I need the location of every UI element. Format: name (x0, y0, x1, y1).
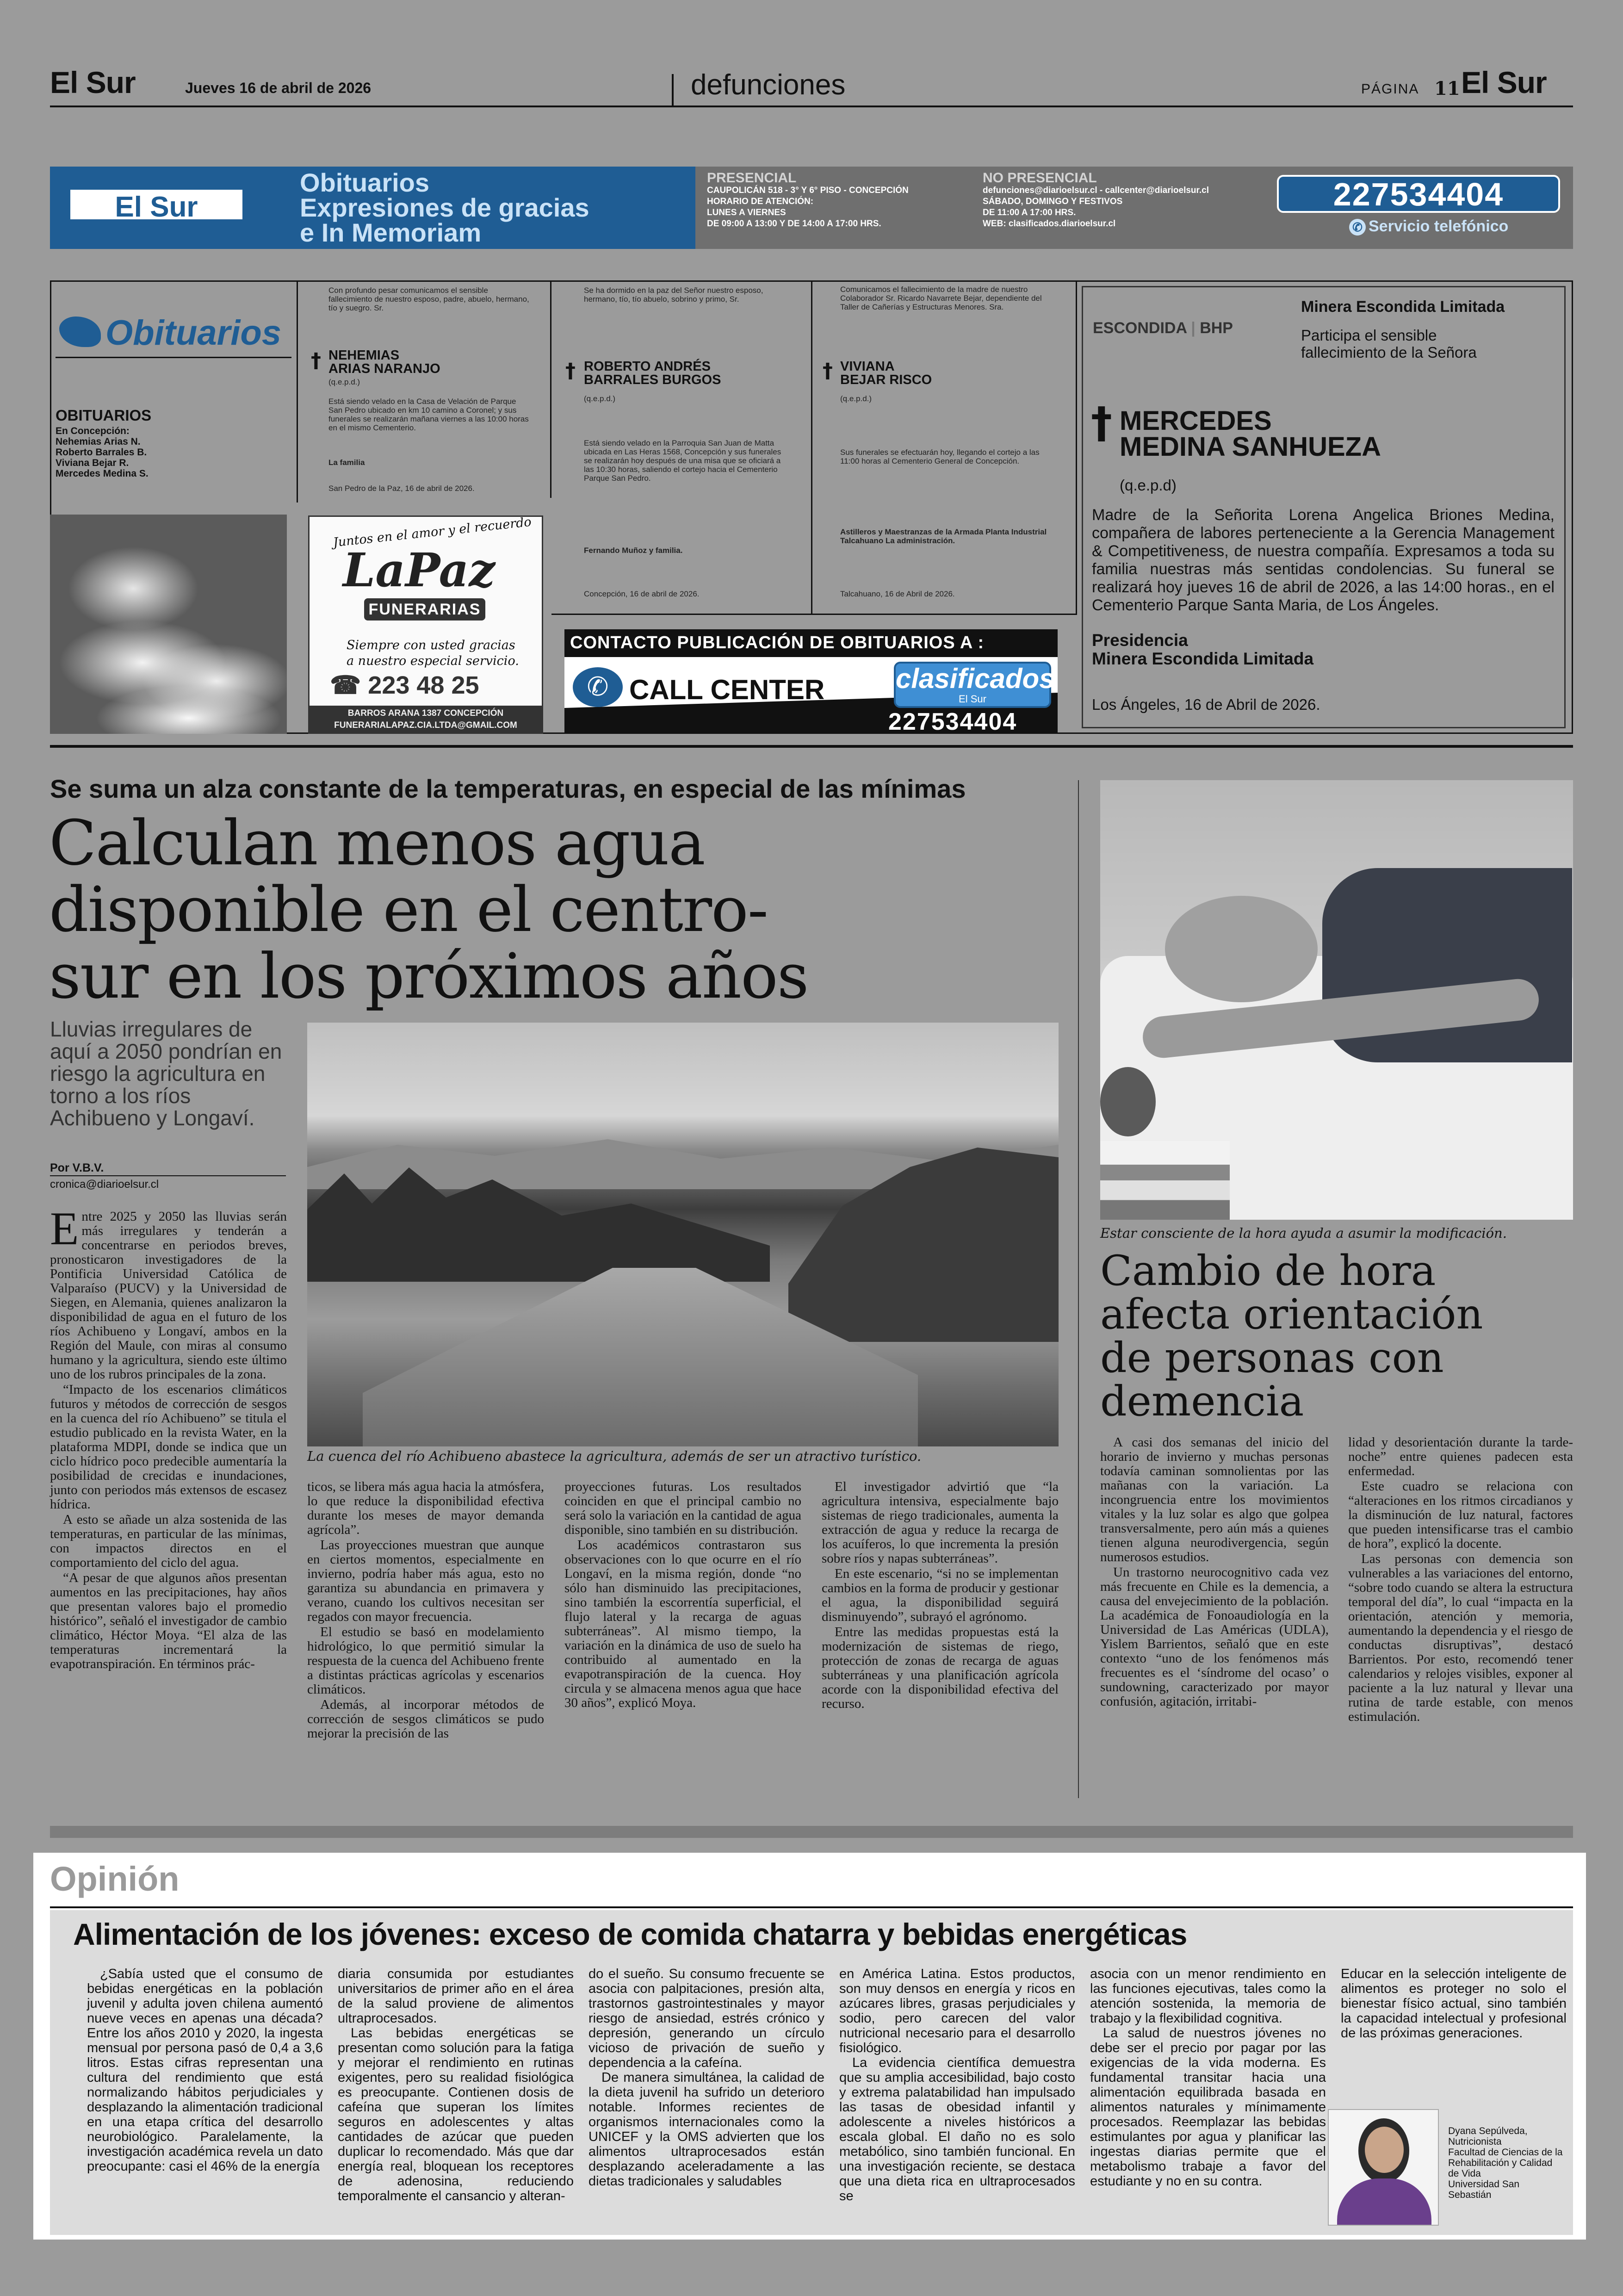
side-col-2 (1348, 1435, 1573, 1725)
banner-title (300, 170, 589, 245)
author-role-3: Universidad San Sebastián (1448, 2179, 1520, 2200)
obit-3-name-line2: BEJAR RISCO (840, 372, 932, 387)
side-headline-line3: de personas con (1100, 1334, 1444, 1382)
author-name: Dyana Sepúlveda, (1448, 2126, 1528, 2136)
minera-qepd: (q.e.p.d) (1120, 477, 1177, 494)
obit-1-intro: Con profundo pesar comunicamos el sensible fallecimiento de nuestro esposo, padre, abuelo, hermano, tío y suegro. Sr. (328, 286, 529, 312)
col4-p1: El investigador advirtió que “la agricultura intensiva, especialmente bajo sistemas de riego tradicionales, aumenta la extracción de agua y reduce la recarga de los acuíferos, lo que incrementa la presión sobre ríos y napas subterráneas”. (822, 1479, 1059, 1566)
no-presencial-block (983, 171, 1209, 230)
obituary-3 (812, 280, 1077, 614)
obit-2-intro: Se ha dormido en la paz del Señor nuestro esposo, hermano, tío, tío abuelo, sobrino y primo, Sr. (584, 286, 763, 304)
minera-sign-2: Minera Escondida Limitada (1092, 649, 1314, 668)
obituary-logo-box (56, 309, 291, 358)
cross-icon: † (823, 359, 833, 383)
dove-icon (59, 316, 101, 347)
callcenter-ad[interactable] (564, 629, 1058, 733)
gray-divider-band (50, 1826, 1573, 1838)
article-col-4 (822, 1480, 1059, 1712)
obit-1-name-line2: ARIAS NARANJO (328, 361, 440, 376)
byline-rule (50, 1175, 286, 1176)
author-role-2: Facultad de Ciencias de la Rehabilitación y Calidad de Vida (1448, 2147, 1563, 2179)
article-col-3 (564, 1480, 801, 1711)
op-col6-p1: Educar en la selección inteligente de alimentos es proteger no solo el bienestar físico actual, sino también la capacidad intelectual y profesional de las próximas generaciones. (1341, 1967, 1567, 2041)
side-col2-p3: Las personas con demencia son vulnerables a las variaciones del entorno, “sobre todo cuando se altera la estructura temporal del día”, lo cual “impacta en la orientación, atención y memoria, aumentando la dependencia y el riesgo de conductas disruptivas”, destacó Barrientos. Por esto, recomendó tener calendarios y relojes visibles, exponer al paciente a la luz natural y llevar una rutina de tarde estable, con menos estimulación. (1348, 1551, 1573, 1724)
headline-line3: sur en los próximos años (49, 940, 808, 1012)
col2-p2: Las proyecciones muestran que aunque en ciertos momentos, especialmente en invierno, podría haber más agua, esto no garantiza su abundancia en primavera y verano, cuando los cultivos necesitan ser regados con mayor frecuencia. (307, 1538, 544, 1624)
minera-signature (1092, 631, 1313, 668)
header-date: Jueves 16 de abril de 2026 (185, 80, 372, 96)
article-col-1 (50, 1203, 287, 1672)
minera-name-line2: MEDINA SANHUEZA (1120, 432, 1381, 462)
obit-3-qepd: (q.e.p.d.) (840, 394, 872, 403)
col1-p3: A esto se añade un alza sostenida de las temperaturas, en particular de las mínimas, con impactos directos en el comportamiento del ciclo del agua. (50, 1512, 287, 1570)
op-col2-p1: diaria consumida por estudiantes universitarios de primer año en el área de la salud proviene de alimentos ultraprocesados. (338, 1967, 574, 2026)
presencial-block (707, 171, 909, 230)
books-shape (1100, 1141, 1230, 1220)
man-head-shape (1165, 896, 1318, 1002)
cross-icon: † (565, 359, 576, 383)
obit-2-qepd: (q.e.p.d.) (584, 394, 616, 403)
minera-logo-bhp: BHP (1200, 319, 1233, 337)
funeraria-email[interactable]: FUNERARIALAPAZ.CIA.LTDA@GMAIL.COM (334, 720, 517, 730)
side-caption: Estar consciente de la hora ayuda a asumir la modificación. (1100, 1225, 1507, 1241)
river-photo (307, 1023, 1059, 1446)
obit-1-body: Está siendo velado en la Casa de Velación de Parque San Pedro ubicado en km 10 camino a Coronel; y sus funerales se realizarán mañana viernes a las 10:00 horas en el mismo Cementerio. (328, 397, 529, 432)
obit-3-signature: Astilleros y Maestranzas de la Armada Planta Industrial Talcahuano La administración. (840, 527, 1047, 545)
minera-name (1120, 408, 1381, 460)
side-headline-line2: afecta orientación (1100, 1290, 1483, 1339)
minera-notice (1077, 280, 1573, 734)
minera-logo-escondida: ESCONDIDA (1093, 319, 1187, 337)
minera-body: Madre de la Señorita Lorena Angelica Briones Medina, compañera de labores perteneciente a la Gerencia Management & Competitiveness, de nuestra compañía. Expresamos a toda su familia nuestras más sentidas condolencias. Su funeral se realizará hoy jueves 16 de abril de 2026, a las 14:00 horas., en el Cementerio Parque Santa Maria, de Los Ángeles. (1092, 506, 1555, 614)
opinion-col-5 (1090, 1967, 1326, 2189)
article-byline: Por V.B.V. (50, 1161, 104, 1174)
side-col1-p2: Un trastorno neurocognitivo cada vez más frecuente en Chile es la demencia, a causa del envejecimiento de la población. La académica de Fonoaudiología en la Universidad de Las Américas (UDLA), Yislem Barrientos, señaló que en este contexto “uno de los fenómenos más frecuentes es el ‘síndrome del ocaso’ o sundowning, caracterizado por mayor confusión, agitación, irritabi- (1100, 1565, 1329, 1709)
banner-logo[interactable]: El Sur (68, 187, 245, 222)
author-face-shape (1365, 2127, 1404, 2173)
minera-date: Los Ángeles, 16 de Abril de 2026. (1092, 696, 1320, 713)
cross-icon: † (311, 349, 321, 372)
minera-sign-1: Presidencia (1092, 631, 1188, 650)
opinion-col-2 (338, 1967, 574, 2203)
funeraria-ad[interactable] (308, 515, 543, 734)
side-headline-line1: Cambio de hora (1100, 1247, 1436, 1295)
obit-2-signature: Fernando Muñoz y familia. (584, 546, 683, 555)
index-name-1[interactable]: Nehemias Arias N. (56, 436, 141, 447)
brand-right[interactable]: El Sur (1461, 65, 1547, 99)
banner-phone[interactable]: 227534404 (1277, 175, 1560, 213)
col2-p1: ticos, se libera más agua hacia la atmósfera, lo que reduce la disponibilidad efectiva durante los meses de mayor demanda agrícola”. (307, 1479, 544, 1537)
phone-service (1349, 217, 1508, 236)
article-lead: Lluvias irregulares de aquí a 2050 pondrían en riesgo la agricultura en torno a los ríos Achibueno y Longaví. (50, 1017, 282, 1130)
op-col5-p2: La salud de nuestros jóvenes no debe ser el precio por pagar por las exigencias de la vida moderna. Es fundamental transitar hacia una alimentación equilibrada basada en alimentos naturales y mínimamente procesados. Reemplazar las bebidas estimulantes por agua y planificar las ingestas diarias permite que el metabolismo trabaje a favor del estudiante y no en su contra. (1090, 2026, 1326, 2189)
op-col4-p2: La evidencia científica demuestra que su amplia accesibilidad, bajo costo y extrema palatabilidad han impulsado las tasas de obesidad infantil y adolescente a niveles históricos a escala global. El daño no es solo metabólico, sino también funcional. En una investigación reciente, se destaca que una dieta rica en ultraprocesados se (839, 2055, 1075, 2203)
callcenter-phone: 227534404 (888, 708, 1017, 735)
col1-p2: “Impacto de los escenarios climáticos futuros y métodos de corrección de sesgos en la cuenca del río Achibueno” se titula el estudio publicado en la revista Water, en la plataforma MDPI, donde se indica que un ciclo hídrico poco predecible aumentaría la posibilidad de crecidas e inundaciones, junto con periodos más extensos de escasez hídrica. (50, 1382, 287, 1512)
obituary-index-box (50, 280, 298, 503)
obituary-1 (298, 280, 551, 498)
phone-icon: ✆ (573, 667, 623, 707)
author-photo (1328, 2109, 1439, 2226)
minera-lead: Participa el sensible fallecimiento de la Señora (1301, 327, 1477, 361)
callcenter-title: CONTACTO PUBLICACIÓN DE OBITUARIOS A : (570, 633, 985, 652)
no-presencial-title: NO PRESENCIAL (983, 170, 1097, 186)
section-rule (50, 745, 1573, 748)
alarm-clock-shape (1100, 1067, 1156, 1136)
river-caption: La cuenca del río Achibueno abastece la agricultura, además de ser un atractivo turístico. (307, 1448, 922, 1464)
obit-1-signature: La familia (328, 458, 365, 467)
author-credit (1448, 2126, 1565, 2200)
minera-logo: ESCONDIDA | BHP (1093, 319, 1233, 337)
article-email[interactable]: cronica@diarioelsur.cl (50, 1178, 159, 1191)
col4-p3: Entre las medidas propuestas está la modernización de sistemas de riego, protección de zonas de recarga de aguas subterráneas y una planificación agrícola acorde con la disponibilidad efectiva del recurso. (822, 1625, 1059, 1711)
presencial-line-4: DE 09:00 A 13:00 Y DE 14:00 A 17:00 HRS. (707, 219, 881, 229)
op-col2-p2: Las bebidas energéticas se presentan como solución para la fatiga y mejorar el rendimiento en rutinas exigentes, pero su realidad fisiológica es preocupante. Contienen dosis de cafeína que superan los límites seguros en adolescentes y altas cantidades de azúcar que pueden duplicar lo recomendado. Más que dar energía real, bloquean los receptores de adenosina, reduciendo temporalmente el cansancio y alteran- (338, 2026, 574, 2203)
no-presencial-line-2: SÁBADO, DOMINGO Y FESTIVOS (983, 197, 1123, 206)
clasificados-badge-label: clasificados (896, 663, 1055, 694)
obit-3-name-line1: VIVIANA (840, 359, 895, 374)
index-name-2[interactable]: Roberto Barrales B. (56, 447, 147, 458)
column-divider (1078, 780, 1079, 1798)
funeraria-tagline: Juntos en el amor y el recuerdo (332, 515, 533, 550)
op-col1-p1: ¿Sabía usted que el consumo de bebidas energéticas en la población juvenil y adulta joven chilena aumentó nueve veces en apenas una década? Entre los años 2010 y 2020, la ingesta mensual por persona pasó de 0,4 a 3,6 litros. Estas cifras representan una cultura del rendimiento que está normalizando hábitos perjudiciales y desplazando la alimentación tradicional en una etapa crítica del desarrollo neurobiológico. Paralelamente, la investigación académica revela un dato preocupante: casi el 46% de la energía (87, 1967, 323, 2174)
opinion-col-6 (1341, 1967, 1567, 2041)
presencial-line-2: HORARIO DE ATENCIÓN: (707, 197, 814, 206)
obit-1-date: San Pedro de la Paz, 16 de abril de 2026. (328, 484, 475, 493)
obit-2-name (584, 360, 721, 387)
phone-service-label: Servicio telefónico (1369, 217, 1509, 235)
funeraria-phone (330, 670, 479, 700)
index-place: En Concepción: (56, 426, 130, 436)
banner-title-line1: Obituarios (300, 168, 430, 197)
funeraria-sub: FUNERARIAS (364, 598, 485, 621)
op-col4-p1: en América Latina. Estos productos, son muy densos en energía y ricos en azúcares libres, grasas perjudiciales y sodio, pero carecen del valor nutricional necesario para el desarrollo fisiológico. (839, 1967, 1075, 2055)
obit-3-body: Sus funerales se efectuarán hoy, llegando el cortejo a las 11:00 horas al Cementerio General de Concepción. (840, 448, 1040, 465)
presencial-title: PRESENCIAL (707, 170, 797, 186)
side-col-1 (1100, 1435, 1329, 1710)
index-name-4[interactable]: Mercedes Medina S. (56, 468, 149, 479)
clasificados-badge-sub: El Sur (959, 693, 986, 705)
opinion-col-4 (839, 1967, 1075, 2203)
banner-title-line2: Expresiones de gracias (300, 193, 589, 222)
presencial-line-3: LUNES A VIERNES (707, 208, 786, 217)
presencial-line-1: CAUPOLICÁN 518 - 3° Y 6° PISO - CONCEPCIÓN (707, 186, 909, 195)
phone-icon: ✆ (1349, 219, 1366, 236)
drop-cap: E (50, 1203, 79, 1255)
opinion-col-1 (87, 1967, 323, 2174)
col3-p1: proyecciones futuras. Los resultados coinciden en que el principal cambio no será solo la variación en la cantidad de agua disponible, sino también en su distribución. (564, 1479, 801, 1537)
obit-3-name (840, 360, 932, 387)
obit-2-name-line1: ROBERTO ANDRÉS (584, 359, 711, 374)
author-role-1: Nutricionista (1448, 2136, 1502, 2147)
opinion-col-3 (588, 1967, 824, 2189)
sleeping-man-photo (1100, 780, 1573, 1220)
obit-3-intro: Comunicamos el fallecimiento de la madre de nuestro Colaborador Sr. Ricardo Navarrete Bejar, dependiente del Taller de Cañerías y Estructuras Menores. Sra. (840, 285, 1042, 311)
no-presencial-line-1: defunciones@diarioelsur.cl - callcenter@diarioelsur.cl (983, 186, 1209, 195)
side-col1-p1: A casi dos semanas del inicio del horario de invierno y muchas personas todavía caminan somnolientas por las mañanas con la variación. La incongruencia entre los movimientos vitales y la luz solar es algo que golpea transversalmente, pero aún más a quienes tienen alguna neurodivergencia, según numerosos estudios. (1100, 1435, 1329, 1564)
col1-p4: “A pesar de que algunos años presentan aumentos en las precipitaciones, hay años que presentan valores bajo el promedio histórico”, señaló el investigador de cambio climático, Héctor Moya. “El alza de las temperaturas incrementará la evapotranspiración. En términos prác- (50, 1570, 287, 1671)
funeraria-slogan-1: Siempre con usted gracias (347, 638, 515, 652)
op-col5-p1: asocia con un menor rendimiento en las funciones ejecutivas, tales como la atención sostenida, la memoria de trabajo y la flexibilidad cognitiva. (1090, 1967, 1326, 2026)
headline-line1: Calculan menos agua (49, 807, 705, 879)
opinion-label: Opinión (50, 1860, 180, 1898)
author-body-shape (1337, 2178, 1431, 2226)
banner-title-line3: e In Memoriam (300, 218, 482, 247)
col4-p2: En este escenario, “si no se implementan cambios en la forma de producir y gestionar el agua, la disponibilidad seguirá disminuyendo”, subrayó el agrónomo. (822, 1566, 1059, 1624)
obit-2-date: Concepción, 16 de abril de 2026. (584, 590, 700, 598)
funeraria-phone-number: 223 48 25 (368, 671, 479, 699)
header-rule (50, 105, 1573, 107)
obit-1-name (328, 349, 440, 376)
funeraria-slogan-2: a nuestro especial servicio. (347, 654, 519, 668)
obituary-2 (551, 280, 812, 614)
side-col2-p1: lidad y desorientación durante la tarde-noche” entre quienes padecen esta enfermedad. (1348, 1435, 1573, 1478)
article-kicker: Se suma un alza constante de la temperaturas, en especial de las mínimas (50, 774, 966, 803)
side-headline (1100, 1247, 1483, 1426)
side-col2-p2: Este cuadro se relaciona con “alteraciones en los ritmos circadianos y la disminución de luz natural, factores que pueden intensificarse tras el cambio de hora”, explicó la docente. (1348, 1479, 1573, 1551)
header-divider (672, 74, 674, 105)
col2-p4: Además, al incorporar métodos de corrección de sesgos climáticos se pudo mejorar la precisión de las (307, 1697, 544, 1741)
article-headline (49, 807, 808, 1012)
funeraria-name: LaPaz (343, 543, 496, 597)
minera-company: Minera Escondida Limitada (1301, 298, 1505, 316)
obituary-logo: Obituarios (105, 313, 282, 353)
opinion-headline: Alimentación de los jóvenes: exceso de comida chatarra y bebidas energéticas (73, 1917, 1187, 1951)
obit-3-date: Talcahuano, 16 de Abril de 2026. (840, 590, 955, 598)
opinion-rule (50, 1906, 1573, 1908)
minera-name-line1: MERCEDES (1120, 406, 1272, 436)
op-col3-p1: do el sueño. Su consumo frecuente se asocia con palpitaciones, presión alta, trastornos gastrointestinales y mayor riesgo de ansiedad, estrés crónico y depresión, generando un círculo vicioso de privación de sueño y dependencia a la cafeína. (588, 1967, 824, 2070)
col3-p2: Los académicos contrastaron sus observaciones con lo que ocurre en el río Longaví, en la misma región, donde “no sólo han disminuido las precipitaciones, sino también la escorrentía superficial, el flujo lateral y la recarga de aguas subterráneas”. Al mismo tiempo, la variación en la dinámica de uso de suelo ha contribuido al aumentado en la evapotranspiración de la cuenca. Hoy circula y se almacena menos agua que hace 30 años”, explicó Moya. (564, 1538, 801, 1710)
brand-left[interactable]: El Sur (50, 65, 136, 99)
op-col3-p2: De manera simultánea, la calidad de la dieta juvenil ha sufrido un deterioro notable. Informes recientes de organismos internacionales como la UNICEF y la OMS advierten que los alimentos ultraprocesados están desplazando aceleradamente a las dietas tradicionales y saludables (588, 2070, 824, 2189)
col2-p3: El estudio se basó en modelamiento hidrológico, lo que permitió simular la respuesta de la cuenca del Achibueno frente a distintas prácticas agrícolas y escenarios climáticos. (307, 1625, 544, 1697)
page-label: PÁGINA (1361, 81, 1419, 97)
obit-2-body: Está siendo velado en la Parroquia San Juan de Matta ubicada en Las Heras 1568, Concepción y sus funerales se realizarán hoy después de una misa que se oficiará a las 10:30 horas, saliendo el cortejo hacia el Cementerio Parque San Pedro. (584, 439, 781, 483)
clasificados-badge (894, 662, 1055, 708)
clouds-image (50, 515, 287, 734)
index-name-3[interactable]: Viviana Bejar R. (56, 458, 129, 468)
funeraria-footer (310, 706, 542, 732)
callcenter-label: CALL CENTER (629, 674, 825, 705)
obituary-index-list (56, 405, 151, 479)
cross-icon: † (1091, 398, 1112, 447)
funeraria-address: BARROS ARANA 1387 CONCEPCIÓN (347, 708, 504, 718)
obit-1-qepd: (q.e.p.d.) (328, 378, 360, 386)
obit-row-rule (551, 614, 1077, 615)
col1-p1: ntre 2025 y 2050 las lluvias serán más irregulares y tenderán a concentrarse en periodos breves, pronosticaron investigadores de la Pontificia Universidad Católica de Valparaíso (PUCV) y la Universidad de Siegen, en Alemania, quienes analizaron la disponibilidad de agua en el futuro de los ríos Achibueno y Longaví, ambos en la Región del Maule, con miras al consumo humano y la agricultura, siendo este último uno de los rubros principales de la zona. (50, 1209, 287, 1382)
phone-icon: ☎ (330, 671, 361, 699)
obit-2-name-line2: BARRALES BURGOS (584, 372, 721, 387)
article-col-2 (307, 1480, 544, 1742)
page-number: 11 (1434, 78, 1460, 99)
index-heading: OBITUARIOS (56, 407, 152, 424)
no-presencial-line-3: DE 11:00 A 17:00 HRS. (983, 208, 1076, 217)
obit-1-name-line1: NEHEMIAS (328, 348, 400, 363)
opinion-section (33, 1853, 1586, 2240)
section-title: defunciones (691, 69, 846, 101)
side-headline-line4: demencia (1100, 1377, 1304, 1426)
headline-line2: disponible en el centro- (49, 874, 768, 946)
no-presencial-line-4: WEB: clasificados.diarioelsur.cl (983, 219, 1116, 229)
